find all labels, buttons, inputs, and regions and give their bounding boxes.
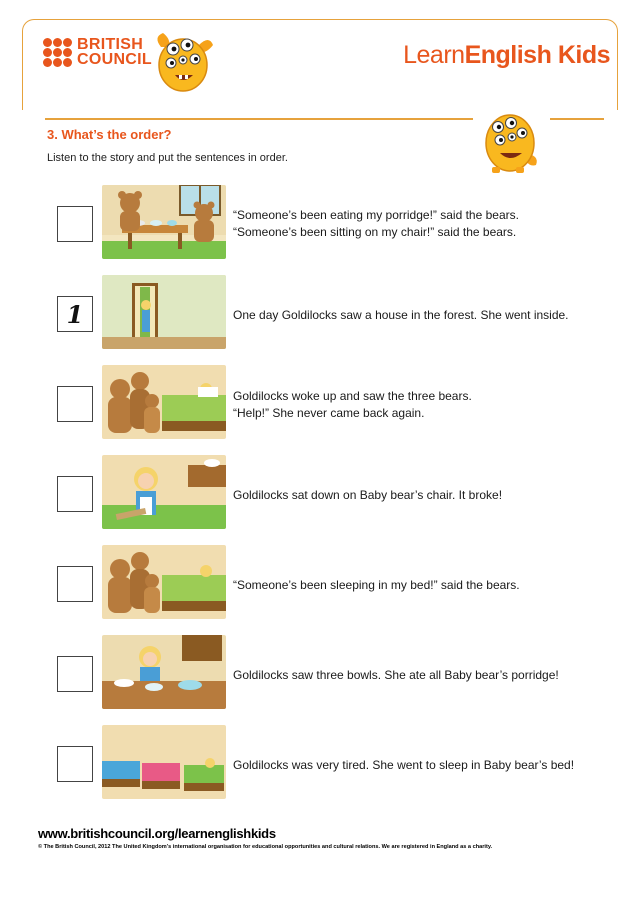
sentence-line: One day Goldilocks saw a house in the forest. She went inside.: [233, 308, 569, 322]
monster-mascot-icon: [149, 27, 217, 95]
answer-box[interactable]: [57, 476, 93, 512]
learnenglish-kids-logo: [403, 41, 610, 70]
org-line2: COUNCIL: [77, 51, 152, 68]
answer-box[interactable]: [57, 656, 93, 692]
sentence-line: “Someone’s been eating my porridge!” said the bears.: [233, 208, 519, 222]
illustration-bears-bed-2: [102, 545, 226, 619]
sentence-line: “Help!” She never came back again.: [233, 406, 425, 420]
sentence-line: Goldilocks woke up and saw the three bears.: [233, 389, 472, 403]
section-divider-right: [550, 118, 604, 120]
british-council-logo-dots: [43, 38, 73, 68]
brand-kids: Kids: [557, 41, 610, 69]
side-monster-icon: [480, 105, 542, 177]
brand-english: English: [464, 41, 552, 69]
section-divider-left: [45, 118, 473, 120]
sentence: [233, 307, 569, 324]
sentence-line: Goldilocks sat down on Baby bear’s chair. It broke!: [233, 488, 503, 502]
illustration-bears-table: [102, 185, 226, 259]
org-line1: BRITISH: [77, 36, 144, 53]
sentence-line: “Someone’s been sitting on my chair!” said the bears.: [233, 225, 517, 239]
brand-learn: Learn: [403, 41, 465, 69]
footer-url[interactable]: www.britishcouncil.org/learnenglishkids: [38, 826, 276, 841]
illustration-bears-bed: [102, 365, 226, 439]
illustration-porridge-bowls: [102, 635, 226, 709]
sentence: [233, 577, 520, 594]
sentence: [233, 388, 472, 422]
answer-box[interactable]: [57, 386, 93, 422]
illustration-three-beds: [102, 725, 226, 799]
sentence-line: Goldilocks was very tired. She went to sleep in Baby bear’s bed!: [233, 758, 575, 772]
sentence-line: Goldilocks saw three bowls. She ate all Baby bear’s porridge!: [233, 668, 559, 682]
sentence-line: “Someone’s been sleeping in my bed!” said the bears.: [233, 578, 520, 592]
british-council-logo-text: [77, 37, 152, 67]
illustration-house-door: [102, 275, 226, 349]
answer-box[interactable]: [57, 746, 93, 782]
answer-box[interactable]: [57, 206, 93, 242]
footer-copyright: © The British Council, 2012 The United Kingdom’s international organisation for educational opportunities and cultural relations. We are registered in England as a charity.: [38, 844, 493, 850]
exercise-instruction: Listen to the story and put the sentences in order.: [47, 152, 288, 164]
sentence: [233, 487, 502, 504]
answer-box[interactable]: [57, 566, 93, 602]
sentence: [233, 757, 574, 774]
sentence: [233, 667, 559, 684]
answer-box[interactable]: 1: [57, 296, 93, 332]
exercise-title: 3. What’s the order?: [47, 127, 172, 142]
sentence: [233, 207, 519, 241]
illustration-broken-chair: [102, 455, 226, 529]
